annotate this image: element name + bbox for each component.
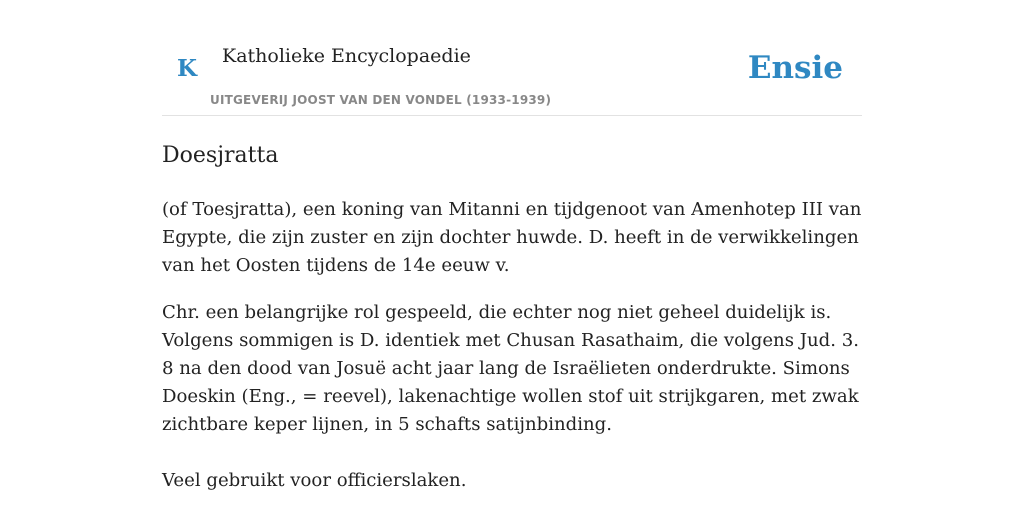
logo-k-icon[interactable]: K xyxy=(177,55,197,82)
article-paragraph: Chr. een belangrijke rol gespeeld, die echter nog niet geheel duidelijk is. Volgens sommigen is D. identiek met Chusan Rasathaim, die volgens Jud. 3. 8 na den dood van Josuë acht jaar lang de Israëlieten onderdrukte. Simons Doeskin (Eng., = reevel), lakenachtige wollen stof uit strijkgaren, met zwak zichtbare keper lijnen, in 5 schafts satijnbinding. xyxy=(162,302,859,435)
article xyxy=(162,143,862,495)
site-header xyxy=(162,0,862,116)
site-title-link[interactable]: Katholieke Encyclopaedie xyxy=(222,45,471,67)
publisher-subtitle: UITGEVERIJ JOOST VAN DEN VONDEL (1933-1939) xyxy=(210,93,552,107)
article-paragraph: Veel gebruikt voor officierslaken. xyxy=(162,470,467,491)
page-container xyxy=(162,0,862,495)
article-title: Doesjratta xyxy=(162,143,279,168)
ensie-logo-link[interactable]: Ensie xyxy=(747,50,843,86)
article-paragraph: (of Toesjratta), een koning van Mitanni en tijdgenoot van Amenhotep III van Egypte, die zijn zuster en zijn dochter huwde. D. heeft in de verwikkelingen van het Oosten tijdens de 14e eeuw v. xyxy=(162,199,862,276)
article-body xyxy=(162,196,862,495)
